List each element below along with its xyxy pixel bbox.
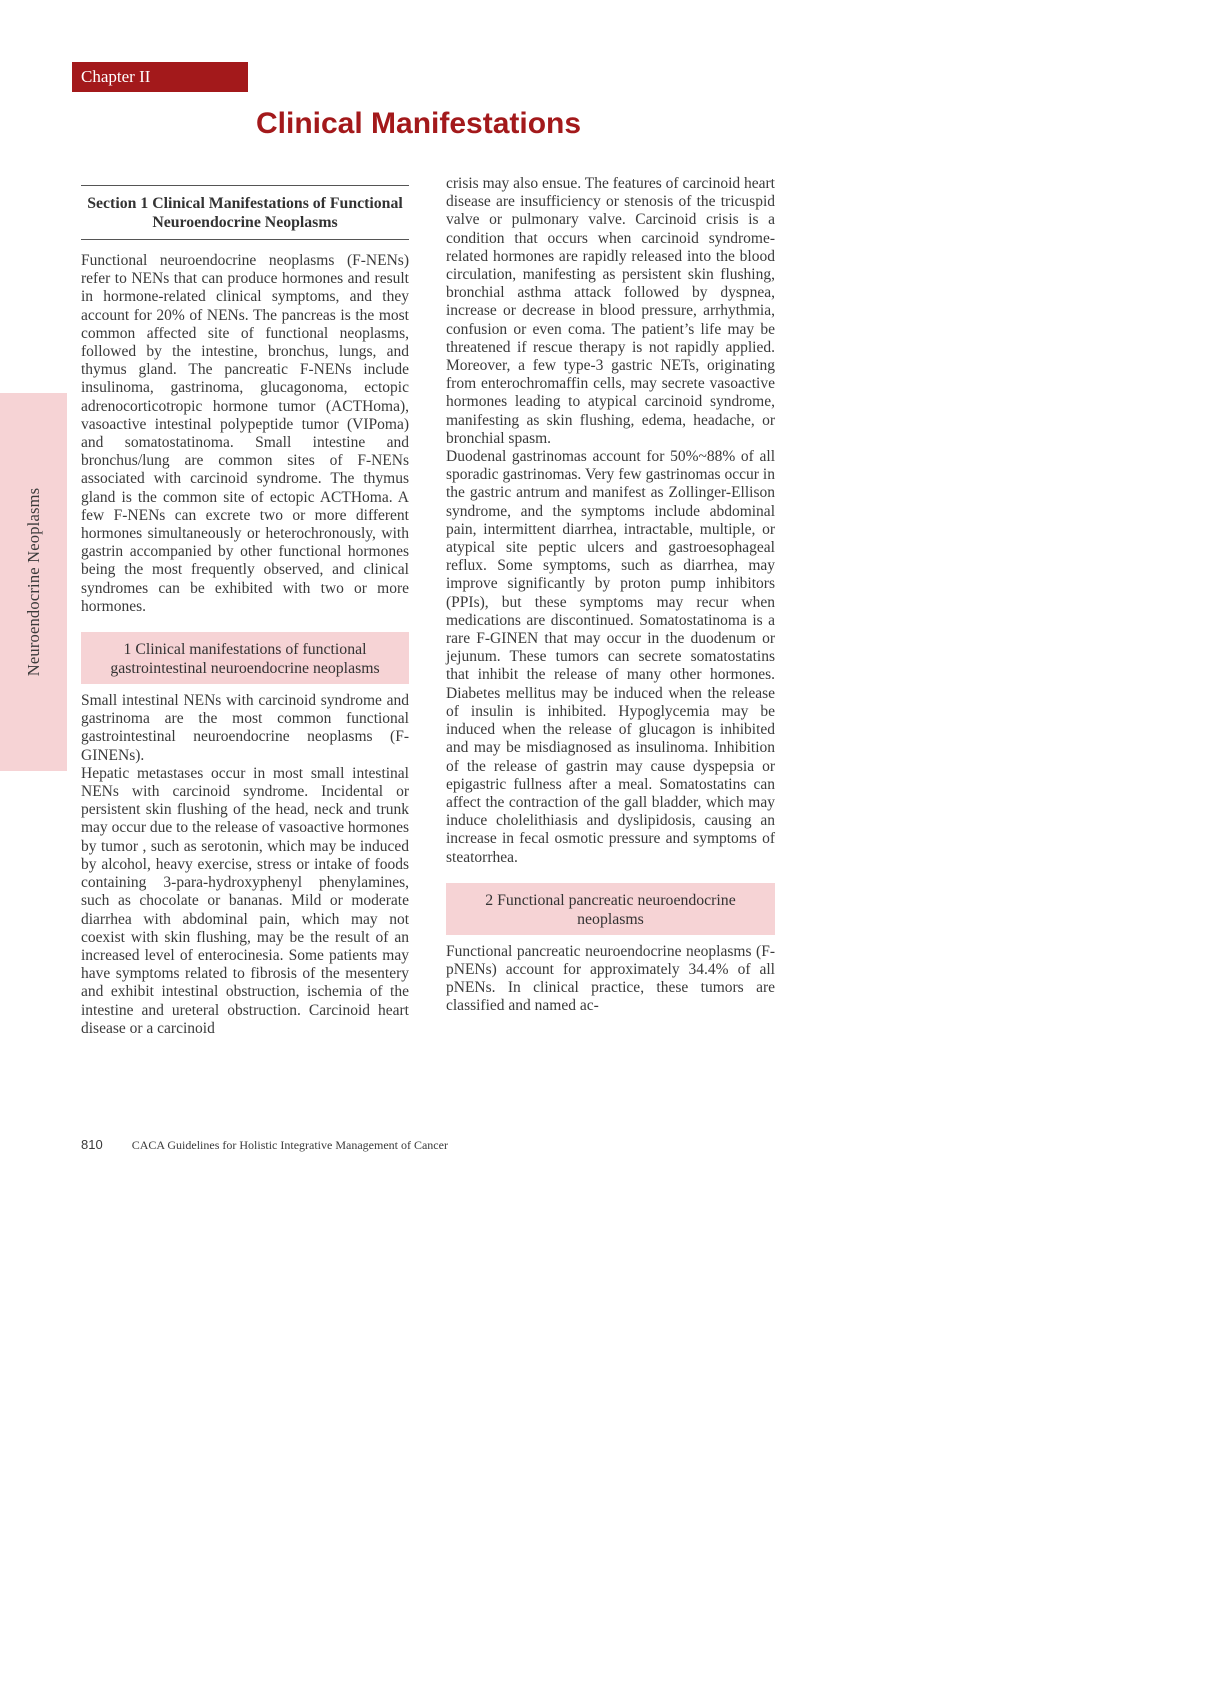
body-paragraph: crisis may also ensue. The features of carcinoid heart disease are insufficiency or stenosis of the tricuspid valve or pulmonary valve. Carcinoid crisis is a condition that occurs when carcinoid syndrome-related hormones are rapidly released into the blood circulation, manifesting as persistent skin flushing, bronchial asthma attack followed by dyspnea, increase or decrease in blood pressure, arrhythmia, confusion or even coma. The patient’s life may be threatened if rescue therapy is not rapidly applied. Moreover, a few type-3 gastric NETs, originating from enterochromaffin cells, may secrete vasoactive hormones leading to atypical carcinoid syndrome, manifesting as skin flushing, edema, headache, or bronchial spasm. — [446, 175, 775, 447]
section-heading: Section 1 Clinical Manifestations of Functional Neuroendocrine Neoplasms — [81, 185, 409, 240]
body-paragraph: Hepatic metastases occur in most small intestinal NENs with carcinoid syndrome. Incidental or persistent skin flushing of the head, neck and trunk may occur due to the release of vasoactive hormones by tumor , such as serotonin, which may be induced by alcohol, heavy exercise, stress or intake of foods containing 3-para-hydroxyphenyl phenylamines, such as chocolate or bananas. Mild or moderate diarrhea with abdominal pain, which may not coexist with skin flushing, may be the result of an increased level of enterocinesia. Some patients may have symptoms related to fibrosis of the mesentery and exhibit intestinal obstruction, ischemia of the intestine and ureteral obstruction. Carcinoid heart disease or a carcinoid — [81, 764, 409, 1037]
side-tab-label: Neuroendocrine Neoplasms — [23, 487, 43, 677]
side-tab — [0, 393, 67, 771]
subsection-heading: 1 Clinical manifestations of functional gastrointestinal neuroendocrine neoplasms — [81, 632, 409, 684]
right-column — [446, 175, 775, 1016]
page-footer — [81, 1137, 448, 1153]
running-title: CACA Guidelines for Holistic Integrative Management of Cancer — [131, 1138, 448, 1152]
page-number: 810 — [81, 1137, 103, 1152]
left-column — [81, 175, 409, 1038]
page-title: Clinical Manifestations — [256, 107, 582, 140]
subsection-heading: 2 Functional pancreatic neuroendocrine neoplasms — [446, 883, 775, 935]
body-paragraph: Duodenal gastrinomas account for 50%~88% of all sporadic gastrinomas. Very few gastrinomas occur in the gastric antrum and manifest as Zollinger-Ellison syndrome, and the symptoms include abdominal pain, intermittent diarrhea, intractable, multiple, or atypical site peptic ulcers and gastroesophageal reflux. Some symptoms, such as diarrhea, may improve significantly by proton pump inhibitors (PPIs), but these symptoms may recur when medications are discontinued. Somatostatinoma is a rare F-GINEN that may occur in the duodenum or jejunum. These tumors can secrete somatostatins that inhibit the release of many other hormones. Diabetes mellitus may be induced when the release of insulin is inhibited. Hypoglycemia may be induced when the release of glucagon is inhibited and may be misdiagnosed as insulinoma. Inhibition of the release of gastrin may cause dyspepsia or epigastric fullness after a meal. Somatostatins can affect the contraction of the gall bladder, which may induce cholelithiasis and dyslipidosis, causing an increase in fecal osmotic pressure and symptoms of steatorrhea. — [446, 448, 775, 866]
body-paragraph: Functional neuroendocrine neoplasms (F-NENs) refer to NENs that can produce hormones and result in hormone-related clinical symptoms, and they account for 20% of NENs. The pancreas is the most common affected site of functional neoplasms, followed by the intestine, bronchus, lungs, and thymus gland. The pancreatic F-NENs include insulinoma, gastrinoma, glucagonoma, ectopic adrenocorticotropic hormone tumor (ACTHoma), vasoactive intestinal polypeptide tumor (VIPoma) and somatostatinoma. Small intestine and bronchus/lung are common sites of F-NENs associated with carcinoid syndrome. The thymus gland is the common site of ectopic ACTHoma. A few F-NENs can excrete two or more different hormones simultaneously or heterochronously, with gastrin accompanied by other functional hormones being the most frequently observed, and clinical syndromes can be exhibited with two or more hormones. — [81, 252, 409, 615]
chapter-tag: Chapter II — [72, 62, 248, 92]
body-paragraph: Small intestinal NENs with carcinoid syndrome and gastrinoma are the most common functional gastrointestinal neuroendocrine neoplasms (F-GINENs). — [81, 692, 409, 764]
body-paragraph: Functional pancreatic neuroendocrine neoplasms (F-pNENs) account for approximately 34.4% of all pNENs. In clinical practice, these tumors are classified and named ac- — [446, 942, 775, 1015]
